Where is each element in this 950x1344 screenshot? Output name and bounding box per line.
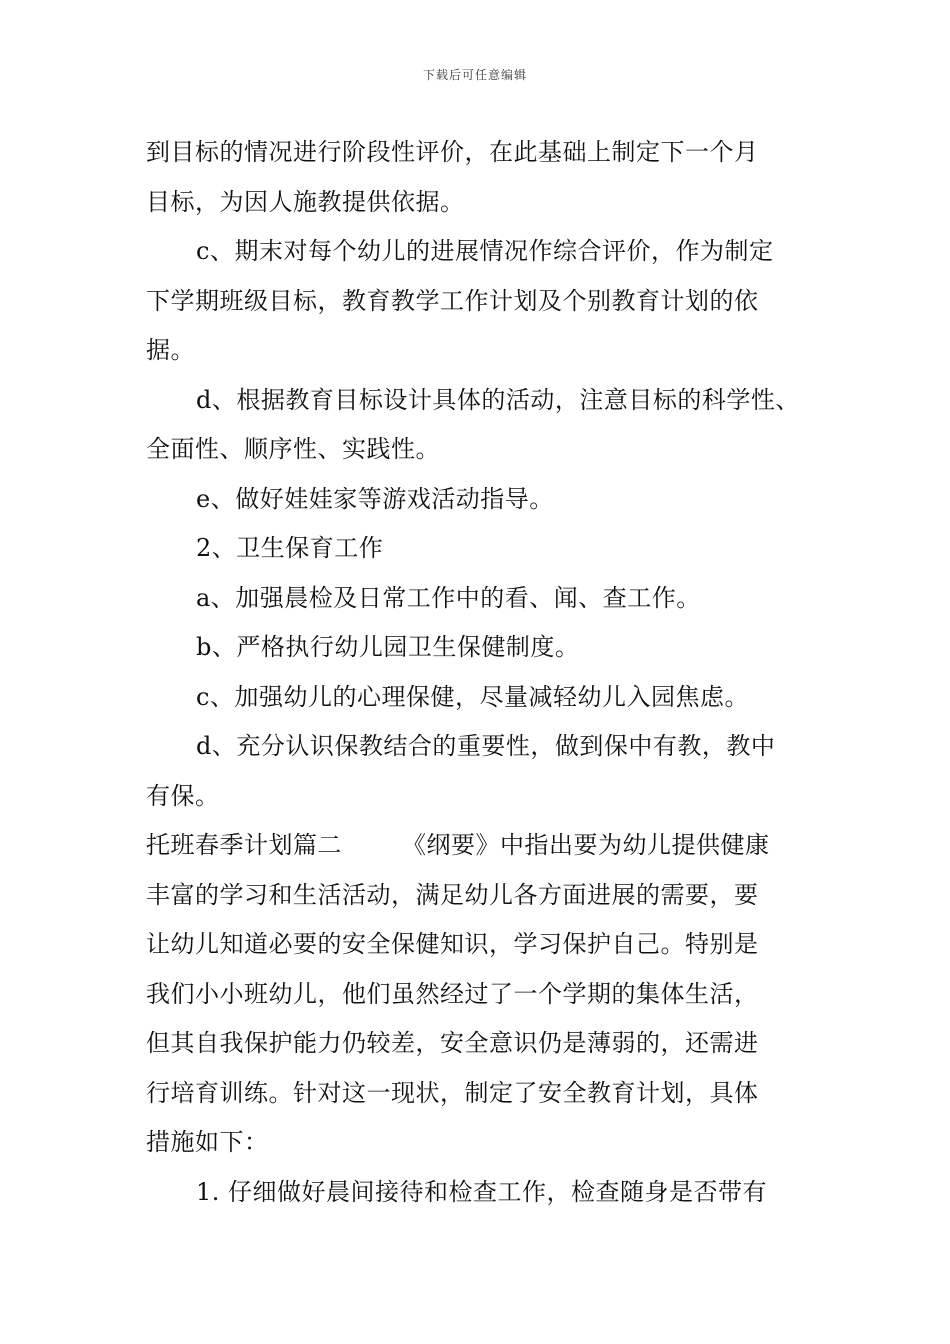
text-line: 到目标的情况进行阶段性评价，在此基础上制定下一个月	[146, 138, 759, 166]
document-body	[146, 128, 810, 1217]
text-line: 行培育训练。针对这一现状，制定了安全教育计划，具体	[146, 1078, 759, 1107]
text-line: 1. 仔细做好晨间接待和检查工作，检查随身是否带有	[196, 1177, 768, 1206]
text-line: 有保。	[146, 781, 220, 810]
text-line: c、加强幼儿的心理保健，尽量减轻幼儿入园焦虑。	[196, 682, 749, 711]
text-line: b、严格执行幼儿园卫生保健制度。	[196, 633, 580, 661]
text-line: d、根据教育目标设计具体的活动，注意目标的科学性、	[196, 385, 800, 414]
text-line: 让幼儿知道必要的安全保健知识，学习保护自己。特别是	[146, 930, 759, 958]
text-line: 全面性、顺序性、实践性。	[146, 435, 440, 463]
section-heading: 2、卫生保育工作	[196, 534, 384, 562]
text-line: 下学期班级目标，教育教学工作计划及个别教育计划的依	[146, 286, 759, 315]
text-line: 目标，为因人施教提供依据。	[146, 187, 465, 216]
text-line: 据。	[146, 336, 195, 364]
section-title: 托班春季计划篇二	[146, 831, 342, 859]
page-header: 下载后可任意编辑	[422, 68, 527, 82]
text-line: 但其自我保护能力仍较差，安全意识仍是薄弱的，还需进	[146, 1029, 759, 1057]
text-line: a、加强晨检及日常工作中的看、闻、查工作。	[196, 583, 701, 612]
text-line: 丰富的学习和生活活动，满足幼儿各方面进展的需要，要	[146, 880, 759, 909]
text-line: 我们小小班幼儿，他们虽然经过了一个学期的集体生活，	[146, 979, 759, 1008]
text-line: 措施如下：	[146, 1128, 269, 1156]
text-line-with-title	[146, 821, 810, 871]
text-line: e、做好娃娃家等游戏活动指导。	[196, 484, 554, 513]
text-line: d、充分认识保教结合的重要性，做到保中有教，教中	[196, 732, 776, 760]
section-intro: 《纲要》中指出要为幼儿提供健康	[402, 831, 770, 859]
text-line: c、期末对每个幼儿的进展情况作综合评价，作为制定	[196, 237, 774, 265]
